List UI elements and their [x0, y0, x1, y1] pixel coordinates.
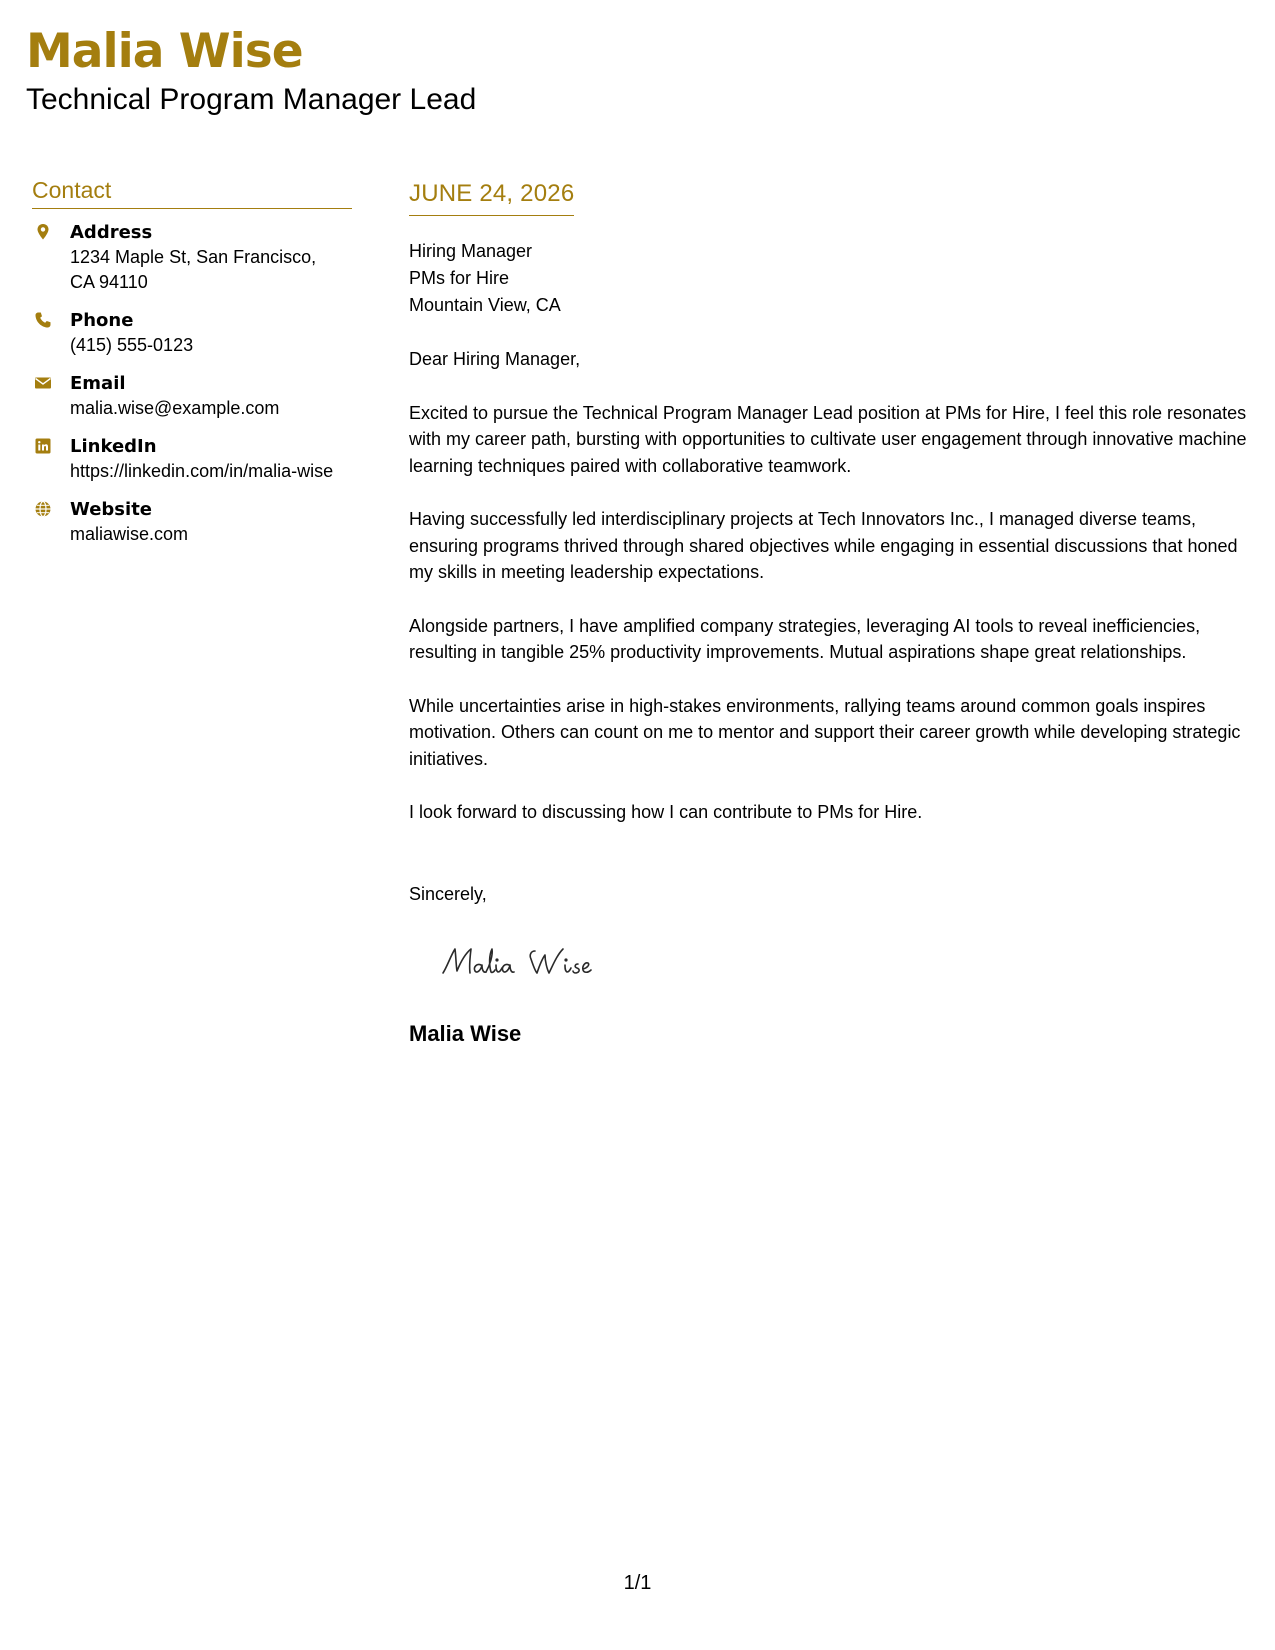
envelope-icon: [34, 374, 52, 392]
contact-item-phone: [32, 309, 352, 358]
contact-item-address: [32, 221, 352, 295]
linkedin-icon: [34, 437, 52, 455]
phone-label: Phone: [70, 310, 134, 331]
website-label: Website: [70, 499, 153, 520]
phone-icon: [34, 311, 52, 329]
recipient-line-company: PMs for Hire: [409, 268, 510, 288]
body-paragraph: Having successfully led interdisciplinary projects at Tech Innovators Inc., I managed diverse teams, ensuring programs thrived through shared objectives while engaging in essential discussions that honed my skills in meeting leadership expectations.: [409, 509, 1238, 582]
email-label: Email: [70, 373, 126, 394]
letter-date: JUNE 24, 2026: [409, 178, 574, 216]
contact-item-linkedin: [32, 435, 352, 484]
signer-name: Malia Wise: [409, 1020, 522, 1046]
handwritten-signature: [439, 937, 639, 987]
address-value: 1234 Maple St, San Francisco, CA 94110: [70, 247, 317, 292]
contact-heading: Contact: [32, 176, 352, 209]
header: [26, 22, 476, 118]
applicant-name: Malia Wise: [26, 24, 303, 79]
body-paragraph: While uncertainties arise in high-stakes environments, rallying teams around common goals inspires motivation. Others can count on me to mentor and support their career growth while developing strategic initiatives.: [409, 695, 1241, 769]
body-paragraph: I look forward to discussing how I can contribute to PMs for Hire.: [409, 802, 923, 822]
contact-sidebar: [32, 176, 352, 561]
phone-value: (415) 555-0123: [70, 335, 194, 355]
contact-item-website: [32, 498, 352, 547]
recipient-line-name: Hiring Manager: [409, 241, 533, 261]
recipient-block: [409, 238, 1251, 319]
linkedin-value[interactable]: https://linkedin.com/in/malia-wise: [70, 461, 334, 481]
body-paragraph: Alongside partners, I have amplified company strategies, leveraging AI tools to reveal inefficiencies, resulting in tangible 25% productivity improvements. Mutual aspirations shape great relationships.: [409, 615, 1201, 662]
map-pin-icon: [34, 223, 52, 241]
applicant-title: Technical Program Manager Lead: [26, 83, 477, 116]
greeting: Dear Hiring Manager,: [409, 349, 581, 369]
closing: Sincerely,: [409, 883, 487, 904]
letter-body: [409, 178, 1251, 1048]
linkedin-label: LinkedIn: [70, 436, 157, 457]
recipient-line-location: Mountain View, CA: [409, 295, 561, 315]
globe-icon: [34, 500, 52, 518]
page-indicator: 1/1: [623, 1572, 652, 1594]
email-value[interactable]: malia.wise@example.com: [70, 398, 280, 418]
body-paragraph: Excited to pursue the Technical Program Manager Lead position at PMs for Hire, I feel this role resonates with my career path, bursting with opportunities to cultivate user engagement through innovative machine learning techniques paired with collaborative teamwork.: [409, 402, 1247, 476]
website-value[interactable]: maliawise.com: [70, 524, 189, 544]
address-label: Address: [70, 222, 153, 243]
contact-item-email: [32, 372, 352, 421]
